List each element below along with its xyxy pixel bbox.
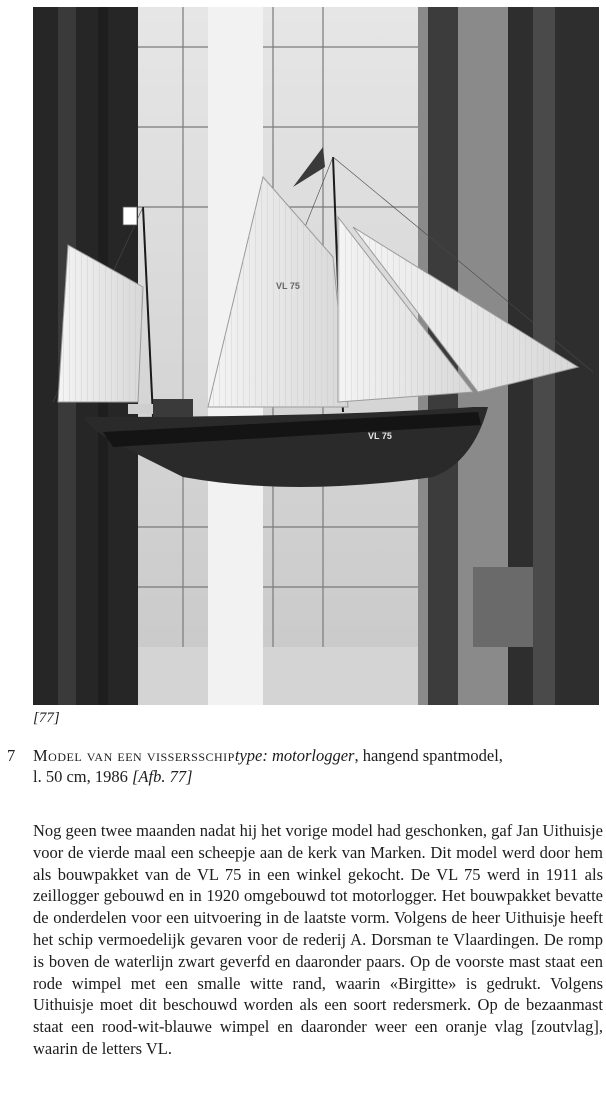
catalog-entry xyxy=(7,745,603,787)
entry-description: , hangend spantmodel, xyxy=(354,746,503,765)
entry-number: 7 xyxy=(7,746,16,765)
body-text xyxy=(33,820,603,1060)
ship-model-photo xyxy=(33,7,599,705)
ship-model-photo-icon xyxy=(33,7,599,705)
figure-label: [77] xyxy=(33,710,60,726)
sail-marking: VL 75 xyxy=(276,281,300,291)
entry-title: Model van een vissersschip xyxy=(33,746,235,765)
entry-type: type: motorlogger xyxy=(234,746,355,765)
entry-figure-ref: [Afb. 77] xyxy=(132,767,193,786)
hull-marking: VL 75 xyxy=(368,431,392,441)
body-paragraph: Nog geen twee maanden nadat hij het vorige model had geschonken, gaf Jan Uithuisje voor de vierde maal een scheepje aan de kerk van Marken. Dit model werd door hem als bouwpakket van de VL 75 in een winkel gekocht. De VL 75 werd in 1911 als zeillogger gebouwd en in 1920 omgebouwd tot motorlogger. Het bouwpakket bevatte de onderdelen voor een uitvoering in de laatste vorm. Volgens de heer Uithuisje heeft het schip vermoedelijk gevaren voor de rederij A. Dorsman te Vlaardingen. De romp is boven de waterlijn zwart geverfd en daaronder paars. Op de voorste mast staat een rode wimpel met een smalle witte rand, waarin «Birgitte» is gedrukt. Volgens Uithuisje moet dit beschouwd worden als een soort redersmerk. Op de bezaanmast staat een rood-wit-blauwe wimpel en daaronder weer een oranje vlag [zoutvlag], waarin de letters VL. xyxy=(33,821,603,1058)
entry-length: l. 50 cm, 1986 xyxy=(33,767,128,786)
